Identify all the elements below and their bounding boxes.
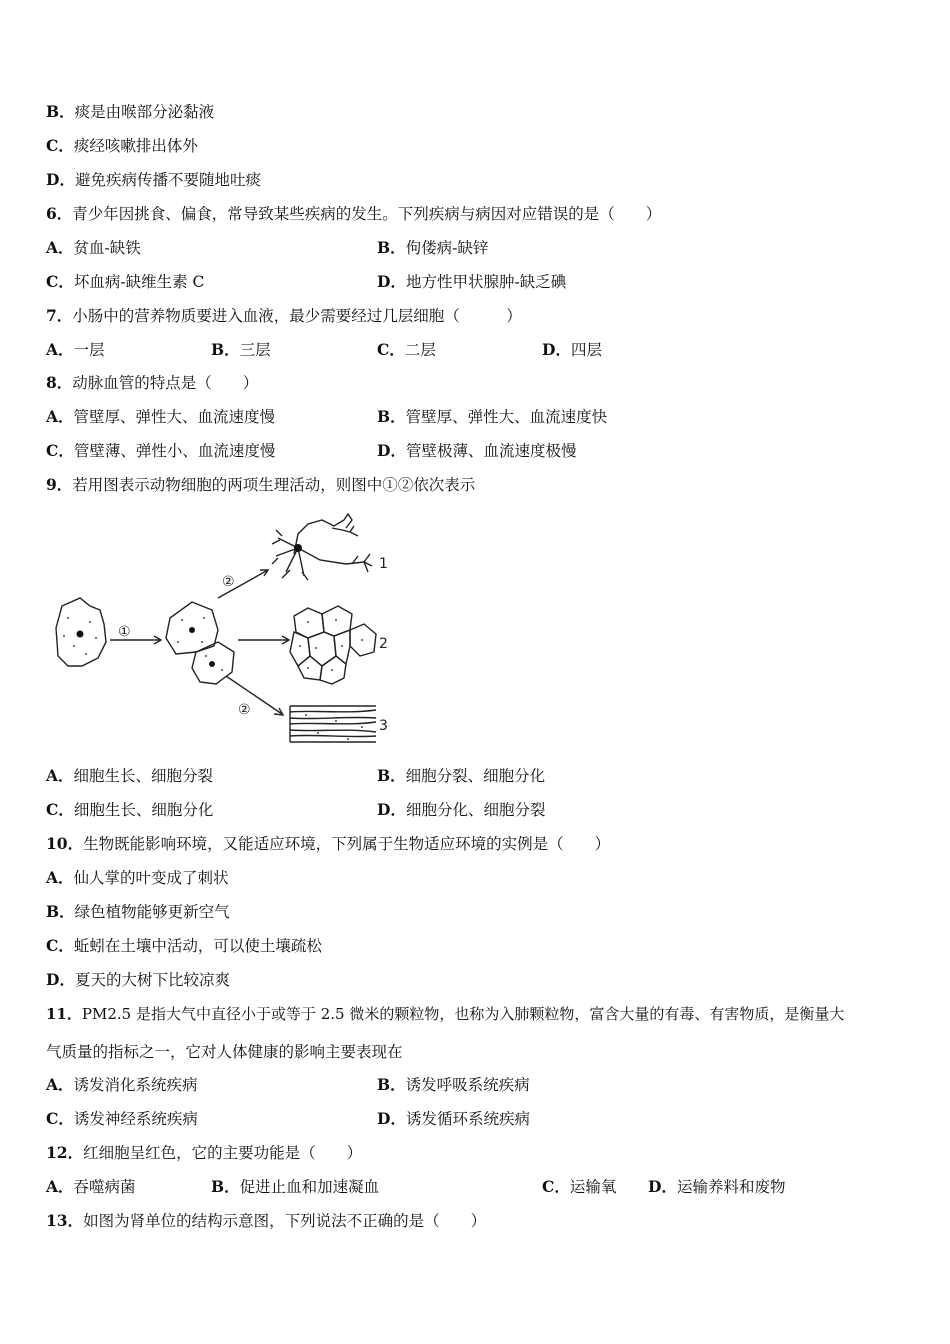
q10-option-c: C．蚯蚓在土壤中活动，可以使土壤疏松 bbox=[46, 936, 322, 955]
q12-stem: 12．红细胞呈红色，它的主要功能是（ ） bbox=[46, 1143, 363, 1162]
q11-option-b: B．诱发呼吸系统疾病 bbox=[377, 1075, 530, 1094]
tissue-label-1: 1 bbox=[379, 556, 388, 572]
step-2-label-top: ② bbox=[222, 574, 235, 590]
q9-option-d: D．细胞分化、细胞分裂 bbox=[377, 800, 546, 819]
q11-stem-line1: 11．PM2.5 是指大气中直径小于或等于 2.5 微米的颗粒物，也称为入肺颗粒物，富含大量的有毒、有害物质，是衡量大 bbox=[46, 1005, 845, 1023]
q7-stem: 7．小肠中的营养物质要进入血液，最少需要经过几层细胞（ ） bbox=[46, 306, 522, 325]
muscle-tissue bbox=[290, 706, 376, 742]
q12-option-c: C．运输氧 bbox=[542, 1177, 617, 1196]
q11-option-c: C．诱发神经系统疾病 bbox=[46, 1109, 198, 1128]
q8-option-b: B．管壁厚、弹性大、血流速度快 bbox=[377, 407, 608, 426]
q8-option-c: C．管壁薄、弹性小、血流速度慢 bbox=[46, 441, 276, 460]
tissue-label-3: 3 bbox=[379, 718, 388, 734]
q12-option-d: D．运输养料和废物 bbox=[648, 1177, 786, 1196]
q6-option-a: A．贫血-缺铁 bbox=[46, 238, 141, 257]
cell-activity-figure bbox=[46, 506, 396, 751]
q6-stem: 6．青少年因挑食、偏食，常导致某些疾病的发生。下列疾病与病因对应错误的是（ ） bbox=[46, 204, 662, 223]
q7-option-c: C．二层 bbox=[377, 340, 436, 359]
q7-option-d: D．四层 bbox=[542, 340, 602, 359]
q11-option-a: A．诱发消化系统疾病 bbox=[46, 1075, 198, 1094]
q10-stem: 10．生物既能影响环境，又能适应环境，下列属于生物适应环境的实例是（ ） bbox=[46, 834, 611, 853]
q8-stem: 8．动脉血管的特点是（ ） bbox=[46, 373, 259, 392]
q8-option-a: A．管壁厚、弹性大、血流速度慢 bbox=[46, 407, 276, 426]
q6-option-b: B．佝偻病-缺锌 bbox=[377, 238, 489, 257]
q5-option-d: D．避免疾病传播不要随地吐痰 bbox=[46, 170, 261, 189]
q7-option-a: A．一层 bbox=[46, 340, 105, 359]
q10-option-d: D．夏天的大树下比较凉爽 bbox=[46, 970, 230, 989]
q10-option-b: B．绿色植物能够更新空气 bbox=[46, 902, 230, 921]
q9-stem: 9．若用图表示动物细胞的两项生理活动，则图中①②依次表示 bbox=[46, 475, 476, 494]
q13-stem: 13．如图为肾单位的结构示意图，下列说法不正确的是（ ） bbox=[46, 1211, 487, 1230]
nerve-cell bbox=[272, 514, 372, 580]
q11-stem-line2: 气质量的指标之一，它对人体健康的影响主要表现在 bbox=[46, 1043, 403, 1061]
tissue-label-2: 2 bbox=[379, 636, 388, 652]
q10-option-a: A．仙人掌的叶变成了刺状 bbox=[46, 868, 229, 887]
q12-option-b: B．促进止血和加速凝血 bbox=[211, 1177, 380, 1196]
q5-option-b: B．痰是由喉部分泌黏液 bbox=[46, 102, 215, 121]
epithelial-tissue bbox=[290, 606, 376, 684]
q9-option-c: C．细胞生长、细胞分化 bbox=[46, 800, 214, 819]
q12-option-a: A．吞噬病菌 bbox=[46, 1177, 136, 1196]
q9-option-b: B．细胞分裂、细胞分化 bbox=[377, 766, 546, 785]
q6-option-c: C．坏血病-缺维生素 C bbox=[46, 272, 205, 291]
q9-option-a: A．细胞生长、细胞分裂 bbox=[46, 766, 214, 785]
q8-option-d: D．管壁极薄、血流速度极慢 bbox=[377, 441, 577, 460]
q7-option-b: B．三层 bbox=[211, 340, 271, 359]
q5-option-c: C．痰经咳嗽排出体外 bbox=[46, 136, 198, 155]
step-1-label: ① bbox=[118, 624, 131, 640]
q11-option-d: D．诱发循环系统疾病 bbox=[377, 1109, 530, 1128]
step-2-label-bottom: ② bbox=[238, 702, 251, 718]
q6-option-d: D．地方性甲状腺肿-缺乏碘 bbox=[377, 272, 567, 291]
